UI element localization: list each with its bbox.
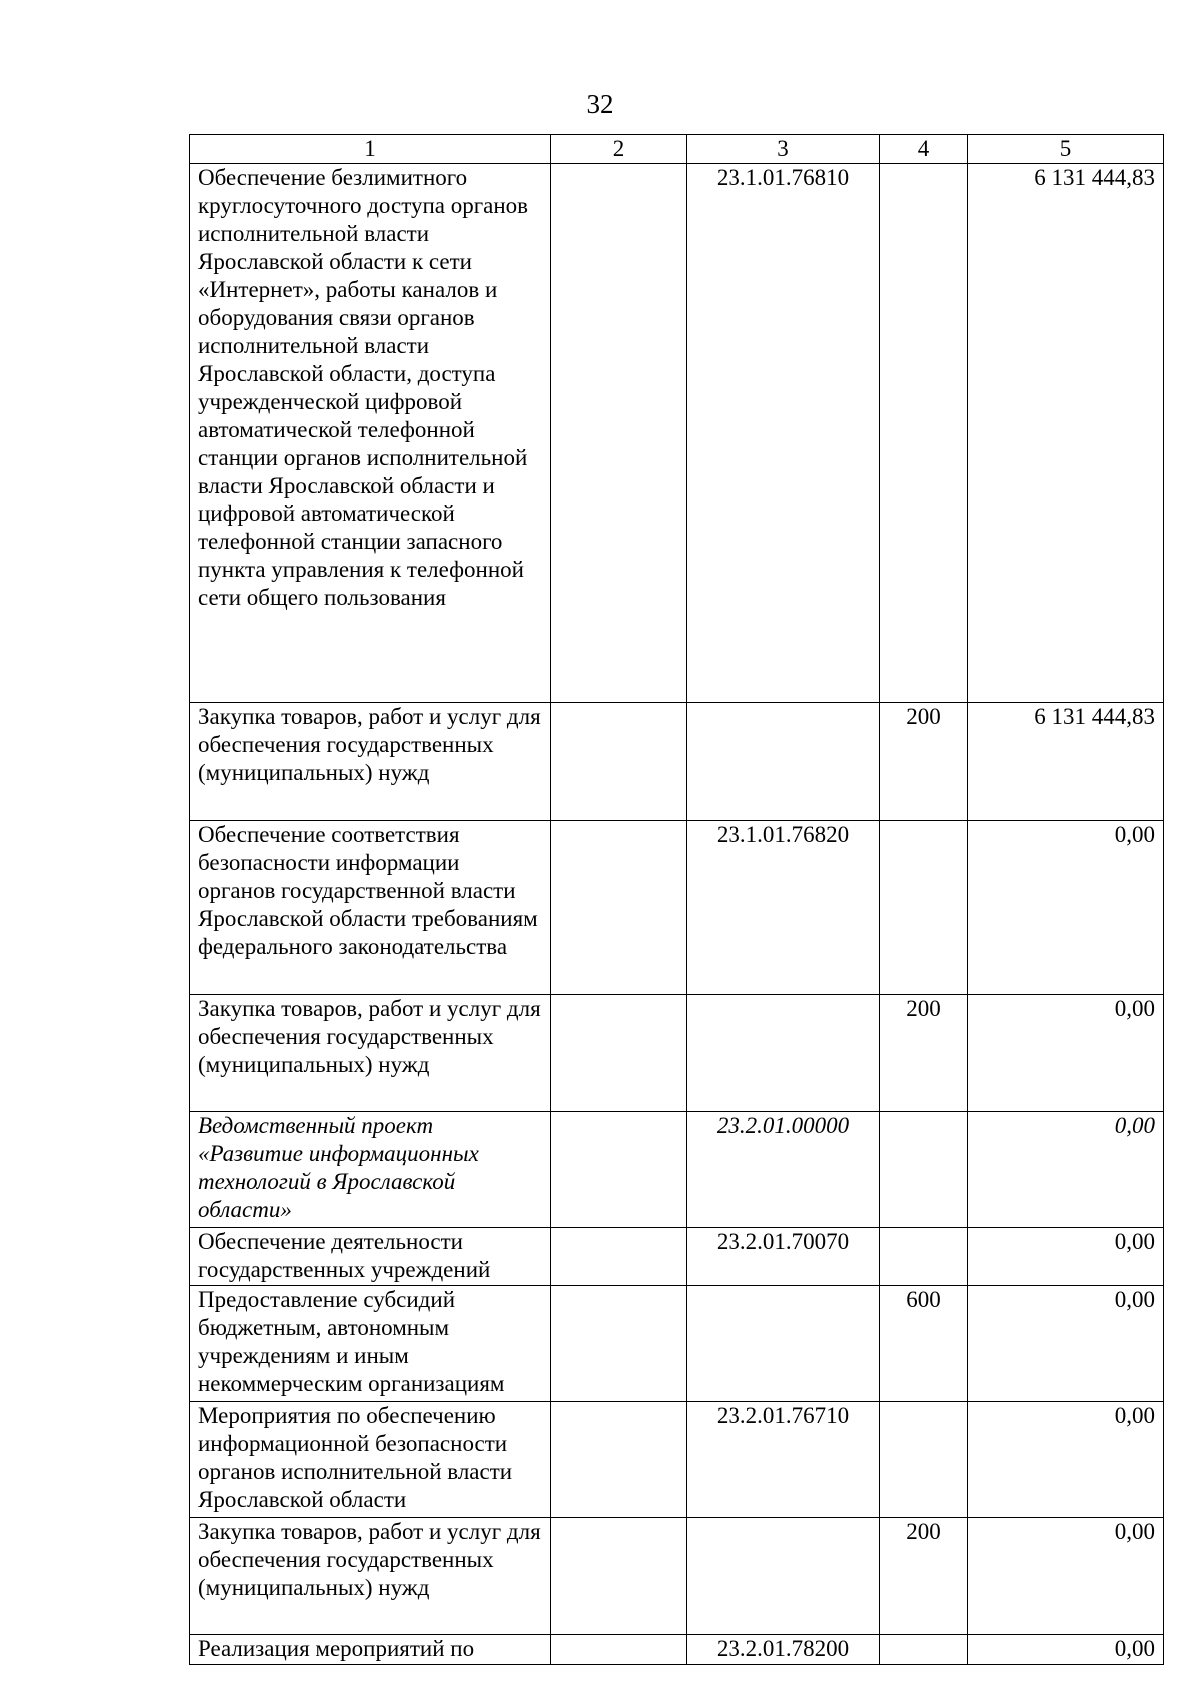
row-code: 23.2.01.70070 xyxy=(687,1228,880,1286)
row-type xyxy=(880,821,968,995)
row-amount: 0,00 xyxy=(968,1228,1164,1286)
row-type xyxy=(880,1402,968,1518)
column-header: 3 xyxy=(687,135,880,164)
table-row xyxy=(190,995,1164,1112)
row-name: Закупка товаров, работ и услуг для обеспечения государственных (муниципальных) нужд xyxy=(190,703,551,821)
row-type: 200 xyxy=(880,703,968,821)
row-col2 xyxy=(551,1518,687,1635)
row-amount: 0,00 xyxy=(968,1402,1164,1518)
row-amount: 0,00 xyxy=(968,821,1164,995)
row-code xyxy=(687,703,880,821)
row-amount: 6 131 444,83 xyxy=(968,703,1164,821)
table-row xyxy=(190,1286,1164,1402)
row-amount: 0,00 xyxy=(968,995,1164,1112)
row-name: Обеспечение деятельности государственных учреждений xyxy=(190,1228,551,1286)
row-type: 200 xyxy=(880,1518,968,1635)
row-code: 23.2.01.00000 xyxy=(687,1112,880,1228)
table-row xyxy=(190,1635,1164,1665)
row-code xyxy=(687,1518,880,1635)
row-col2 xyxy=(551,1112,687,1228)
row-code: 23.1.01.76820 xyxy=(687,821,880,995)
row-col2 xyxy=(551,164,687,703)
row-col2 xyxy=(551,821,687,995)
row-type xyxy=(880,1112,968,1228)
row-amount: 0,00 xyxy=(968,1518,1164,1635)
row-type: 200 xyxy=(880,995,968,1112)
row-col2 xyxy=(551,1402,687,1518)
table-row xyxy=(190,1402,1164,1518)
row-type xyxy=(880,1228,968,1286)
row-code xyxy=(687,995,880,1112)
page-number: 32 xyxy=(586,89,614,119)
table-row xyxy=(190,164,1164,703)
row-name: Ведомственный проект «Развитие информационных технологий в Ярославской области» xyxy=(190,1112,551,1228)
row-col2 xyxy=(551,995,687,1112)
row-code: 23.2.01.76710 xyxy=(687,1402,880,1518)
row-amount: 0,00 xyxy=(968,1635,1164,1665)
row-code: 23.2.01.78200 xyxy=(687,1635,880,1665)
row-col2 xyxy=(551,1286,687,1402)
row-name: Закупка товаров, работ и услуг для обеспечения государственных (муниципальных) нужд xyxy=(190,1518,551,1635)
table-row xyxy=(190,1228,1164,1286)
table-row xyxy=(190,821,1164,995)
row-name: Обеспечение безлимитного круглосуточного доступа органов исполнительной власти Ярославской области к сети «Интернет», работы каналов и оборудования связи органов исполнительной власти Ярославской области, доступа учрежденческой цифровой автоматической телефонной станции органов исполнительной власти Ярославской области и цифровой автоматической телефонной станции запасного пункта управления к телефонной сети общего пользования xyxy=(190,164,551,703)
row-col2 xyxy=(551,1228,687,1286)
table-row xyxy=(190,1518,1164,1635)
column-header: 1 xyxy=(190,135,551,164)
table-row xyxy=(190,703,1164,821)
row-col2 xyxy=(551,703,687,821)
row-name: Предоставление субсидий бюджетным, автономным учреждениям и иным некоммерческим организациям xyxy=(190,1286,551,1402)
row-code: 23.1.01.76810 xyxy=(687,164,880,703)
header-row xyxy=(190,135,1164,164)
row-type xyxy=(880,1635,968,1665)
row-code xyxy=(687,1286,880,1402)
row-amount: 0,00 xyxy=(968,1112,1164,1228)
row-type: 600 xyxy=(880,1286,968,1402)
row-name: Мероприятия по обеспечению информационной безопасности органов исполнительной власти Ярославской области xyxy=(190,1402,551,1518)
row-type xyxy=(880,164,968,703)
row-amount: 6 131 444,83 xyxy=(968,164,1164,703)
column-header: 4 xyxy=(880,135,968,164)
budget-table xyxy=(189,134,1164,1665)
row-name: Обеспечение соответствия безопасности информации органов государственной власти Ярославской области требованиям федерального законодательства xyxy=(190,821,551,995)
row-col2 xyxy=(551,1635,687,1665)
column-header: 2 xyxy=(551,135,687,164)
column-header: 5 xyxy=(968,135,1164,164)
row-name: Реализация мероприятий по xyxy=(190,1635,551,1665)
table-row xyxy=(190,1112,1164,1228)
row-name: Закупка товаров, работ и услуг для обеспечения государственных (муниципальных) нужд xyxy=(190,995,551,1112)
row-amount: 0,00 xyxy=(968,1286,1164,1402)
